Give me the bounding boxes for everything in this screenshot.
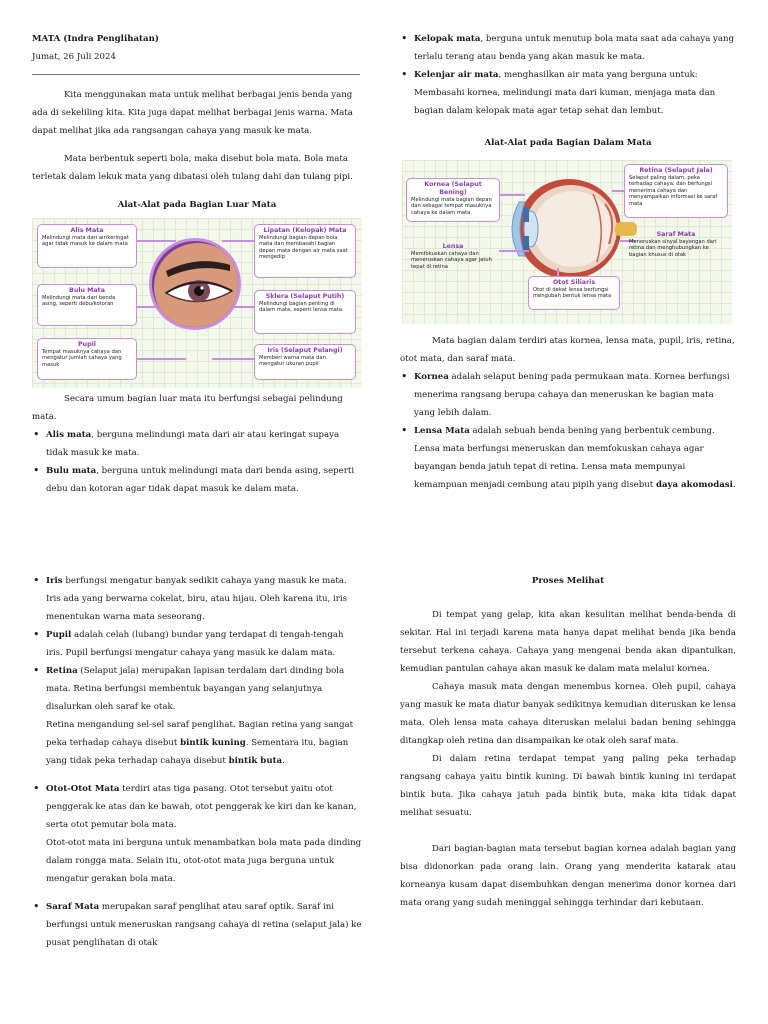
term-description: (Selaput jala) merupakan lapisan terdalam dari dinding bola mata. Retina berfungsi membentuk bayangan yang selanjutnya disalurkan oleh saraf ke otak.: [46, 666, 345, 712]
eye-drawing: [152, 241, 241, 330]
inner-eye-heading: Alat-Alat pada Bagian Dalam Mata: [484, 138, 652, 148]
right-column-bottom: [400, 572, 736, 912]
term-kelopak-mata: Kelopak mata: [414, 34, 481, 44]
callout-text: Memberi warna mata dan mengatur ukuran pupil: [259, 355, 326, 368]
callout-text: Melindungi bagian depan bola mata dan membasahi bagian depan mata dengan air mata saat mengedip: [259, 235, 348, 261]
proses-paragraph-4: Dari bagian-bagian mata tersebut bagian kornea adalah bagian yang bisa didonorkan pada orang lain. Orang yang menderita katarak atau korneanya kusam dapat disembuhkan dengan menerima donor kornea dari mata orang yang sudah meninggal sehingga terhindar dari kebutaan.: [400, 844, 736, 908]
callout-title: Alis Mata: [70, 227, 104, 234]
title-divider: [32, 74, 360, 75]
right-column-top: [400, 30, 736, 494]
intro-paragraph-2: Mata berbentuk seperti bola, maka disebut bola mata. Bola mata terletak dalam lekuk mata yang dibatasi oleh tulang dahi dan tulang pipi.: [32, 154, 353, 182]
list-item: [400, 30, 736, 66]
term-bulu-mata: Bulu mata: [46, 466, 97, 476]
callout-lipatan-mata: [254, 224, 356, 278]
callout-title: Iris (Selaput Pelangi): [267, 347, 343, 354]
page-date: Jumat, 26 Juli 2024: [32, 52, 116, 62]
intro-paragraph-1: Kita menggunakan mata untuk melihat berbagai jenis benda yang ada di sekeliling kita. Kita juga dapat melihat berbagai jenis warna. Mata dapat melihat jika ada rangsangan cahaya yang masuk ke mata.: [32, 90, 353, 136]
inner-summary: Mata bagian dalam terdiri atas kornea, lensa mata, pupil, iris, retina, otot mata, dan saraf mata.: [400, 336, 735, 364]
list-item: [32, 426, 362, 462]
proses-paragraph-2: Cahaya masuk mata dengan menembus kornea. Oleh pupil, cahaya yang masuk ke mata diatur banyak sedikitnya kemudian diteruskan ke lensa mata. Oleh lensa mata cahaya diteruskan melalui badan bening sehingga ditangkap oleh retina dan disampaikan ke otak oleh saraf mata.: [400, 682, 736, 746]
callout-otot-siliaris: [528, 276, 620, 310]
term-description: Retina mengandung sel-sel saraf penglihat. Bagian retina yang sangat peka terhadap cahaya disebut: [46, 720, 354, 748]
callout-retina: [624, 164, 728, 218]
term-alis-mata: Alis mata: [46, 430, 92, 440]
term-description: adalah selaput bening pada permukaan mata. Kornea berfungsi menerima rangsang berupa cahaya dan meneruskan ke bagian mata yang lebih dalam.: [414, 372, 730, 418]
list-item: [32, 572, 362, 626]
term-description: , berguna untuk menutup bola mata saat ada cahaya yang terlalu terang atau benda yang akan masuk ke mata.: [414, 34, 735, 62]
proses-paragraph-3: Di dalam retina terdapat tempat yang paling peka terhadap rangsang cahaya yaitu bintik kuning. Di bawah bintik kuning ini terdapat bintik buta. Jika cahaya jatuh pada bintik buta, maka kita tidak dapat melihat sesuatu.: [400, 754, 736, 818]
term-saraf-mata: Saraf Mata: [46, 902, 100, 912]
proses-paragraph-1: Di tempat yang gelap, kita akan kesulitan melihat benda-benda di sekitar. Hal ini terjadi karena mata hanya dapat melihat benda jika benda tersebut terkena cahaya. Cahaya yang mengenai benda akan dipantulkan, kemudian pantulan cahaya akan masuk ke dalam mata melalui kornea.: [400, 610, 736, 674]
callout-text: Otot di dekat lensa berfungsi mengubah bentuk lensa mata: [533, 287, 612, 300]
list-item: [400, 422, 736, 494]
callout-text: Melindungi mata bagian depan dan sebagai tempat masuknya cahaya ke dalam mata: [411, 197, 492, 216]
callout-bulu-mata: [37, 284, 137, 326]
callout-text: Meneruskan sinyal bayangan dari retina dan menghubungkan ke bagian khusus di otak: [629, 239, 717, 258]
connector-line: [136, 358, 186, 360]
list-item: [400, 368, 736, 422]
term-bintik-buta: bintik buta: [228, 756, 283, 766]
term-description: merupakan saraf penglihat atau saraf optik. Saraf ini berfungsi untuk meneruskan rangsang cahaya di retina (selaput jala) ke pusat penglihatan di otak: [46, 902, 362, 948]
outer-summary: Secara umum bagian luar mata itu berfungsi sebagai pelindung mata.: [32, 394, 343, 422]
callout-saraf-mata: [624, 228, 728, 272]
term-description: . Sementara itu, bagian yang tidak peka terhadap cahaya disebut: [46, 738, 349, 766]
term-bintik-kuning: bintik kuning: [180, 738, 246, 748]
otot-paragraph-2: Otot-otot mata ini berguna untuk menambatkan bola mata pada dinding dalam rongga mata. Selain itu, otot-otot mata juga berguna untuk mengatur gerakan bola mata.: [46, 838, 362, 884]
callout-text: Melindungi mata dari benda asing, seperti debu/kotoran: [42, 295, 116, 308]
outer-eye-heading: Alat-Alat pada Bagian Luar Mata: [117, 200, 277, 210]
page-bottom: [0, 512, 768, 1024]
connector-line: [499, 250, 529, 252]
callout-lensa: [406, 240, 500, 278]
term-description: , berguna untuk melindungi mata dari benda asing, seperti debu dan kotoran agar tidak dapat masuk ke dalam mata.: [46, 466, 355, 494]
callout-text: Tempat masuknya cahaya dan mengatur jumlah cahaya yang masuk: [42, 349, 122, 368]
retina-paragraph-2: [46, 716, 362, 770]
term-description: adalah celah (lubang) bundar yang terdapat di tengah-tengah iris. Pupil berfungsi mengatur cahaya yang masuk ke dalam mata.: [46, 630, 344, 658]
inner-eye-diagram: [402, 160, 732, 324]
callout-pupil: [37, 338, 137, 380]
eye-illustration: [149, 238, 241, 330]
term-description: terdiri atas tiga pasang. Otot tersebut yaitu otot penggerak ke atas dan ke bawah, otot penggerak ke kiri dan ke kanan, serta otot pemutar bola mata.: [46, 784, 357, 830]
left-column-bottom: [32, 572, 362, 952]
term-description-end: .: [282, 756, 285, 766]
term-pupil: Pupil: [46, 630, 72, 640]
callout-sklera: [254, 290, 356, 334]
callout-kornea: [406, 178, 500, 222]
term-description: , menghasilkan air mata yang berguna untuk: Membasahi kornea, melindungi mata dari kuman, menjaga mata dan bagian dalam kelopak mata agar tetap sehat dan lembut.: [414, 70, 716, 116]
callout-title: Lipatan (Kelopak) Mata: [263, 227, 347, 234]
list-item: [32, 898, 362, 952]
list-item: [32, 662, 362, 770]
connector-line: [212, 358, 258, 360]
callout-title: Kornea (Selaput Bening): [424, 181, 482, 196]
term-description: berfungsi mengatur banyak sedikit cahaya yang masuk ke mata. Iris ada yang berwarna cokelat, biru, atau hijau. Oleh karena itu, iris menentukan warna mata seseorang.: [46, 576, 348, 622]
term-description: , berguna melindungi mata dari air atau keringat supaya tidak masuk ke mata.: [46, 430, 340, 458]
callout-title: Sklera (Selaput Putih): [265, 293, 345, 300]
list-item: [32, 626, 362, 662]
list-item: [32, 462, 362, 498]
connector-line: [136, 240, 176, 242]
callout-iris: [254, 344, 356, 380]
callout-title: Lensa: [442, 243, 464, 250]
callout-text: Selaput paling dalam, peka terhadap cahaya, dan berfungsi menerima cahaya dan menyampaikan informasi ke saraf mata: [629, 175, 718, 207]
callout-title: Pupil: [78, 341, 96, 348]
callout-text: Melindungi mata dari air/keringat agar tidak masuk ke dalam mata: [42, 235, 129, 248]
connector-line: [222, 240, 258, 242]
outer-eye-diagram: [32, 218, 362, 388]
callout-text: Melindungi bagian penting di dalam mata, seperti lensa mata: [259, 301, 343, 314]
term-kornea: Kornea: [414, 372, 449, 382]
inner-parts-list: [400, 368, 736, 494]
outer-parts-list-continued: [400, 30, 736, 120]
term-lensa-mata: Lensa Mata: [414, 426, 470, 436]
left-column-top: [32, 30, 362, 498]
term-kelenjar-air-mata: Kelenjar air mata: [414, 70, 499, 80]
callout-title: Retina (Selaput Jala): [639, 167, 713, 174]
outer-parts-list: [32, 426, 362, 498]
term-description-end: .: [732, 480, 736, 490]
inner-parts-list-continued: [32, 572, 362, 952]
proses-heading: Proses Melihat: [531, 576, 605, 586]
callout-alis-mata: [37, 224, 137, 268]
term-description: adalah sebuah benda bening yang berbentuk cembung. Lensa mata berfungsi meneruskan dan memfokuskan cahaya agar bayangan benda jatuh tepat di retina. Lensa mata mempunyai kemampuan menjadi cembung atau pipih yang disebut: [414, 426, 715, 490]
term-retina: Retina: [46, 666, 78, 676]
term-daya-akomodasi: daya akomodasi: [655, 480, 733, 490]
list-item: [400, 66, 736, 120]
callout-title: Saraf Mata: [656, 231, 696, 238]
term-iris: Iris: [46, 576, 63, 586]
callout-title: Otot Siliaris: [552, 279, 596, 286]
callout-title: Bulu Mata: [69, 287, 105, 294]
connector-line: [499, 194, 525, 196]
list-item: [32, 780, 362, 888]
page-title: MATA (Indra Penglihatan): [32, 34, 159, 44]
callout-text: Memfokuskan cahaya dan meneruskan cahaya agar jatuh tepat di retina: [411, 251, 492, 270]
term-otot-mata: Otot-Otot Mata: [46, 784, 120, 794]
